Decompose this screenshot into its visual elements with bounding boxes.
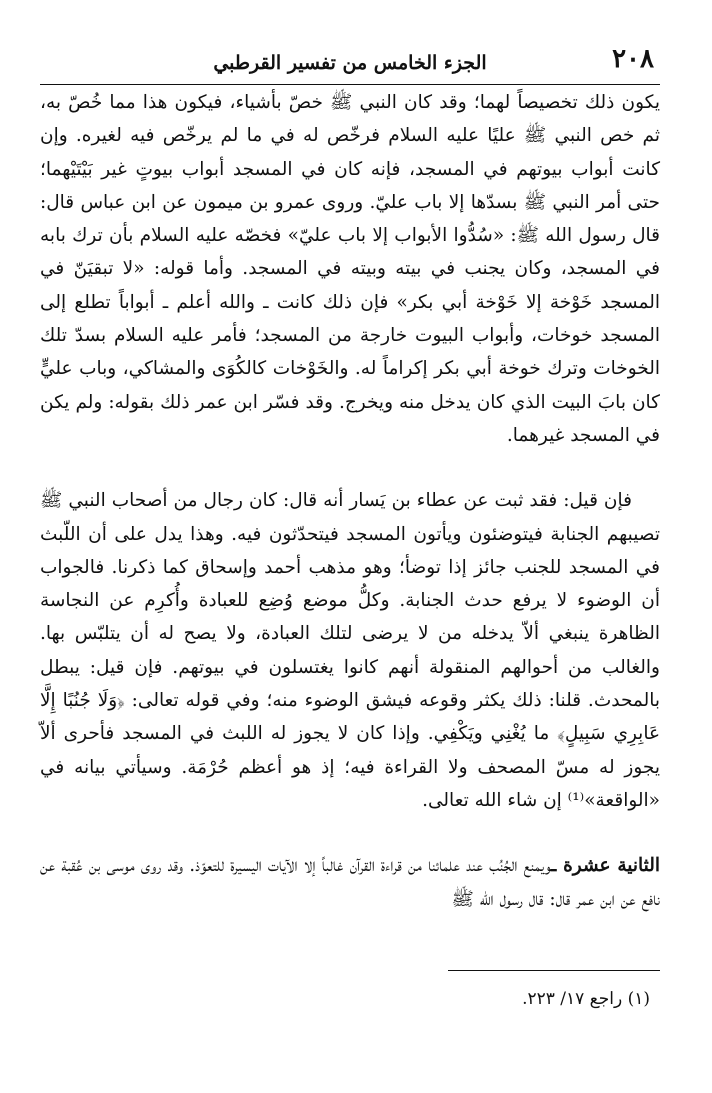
paragraph bbox=[40, 484, 660, 817]
paragraph bbox=[40, 849, 660, 916]
page-number: ٢٠٨ bbox=[612, 44, 654, 74]
paragraph-text: يكون ذلك تخصيصاً لهما؛ وقد كان النبي ﷺ خصّ بأشياء، فيكون هذا مما خُصّ به، ثم خص النبي ﷺ عليًا عليه السلام فرخّص له في ما لم يرخّص فيه لغيره. وإن كانت أبواب بيوتهم في المسجد، فإنه كان في المسجد أبواب بيوتٍ غير بَيْتَيْهما؛ حتى أمر النبي ﷺ بسدّها إلا باب عليّ. وروى عمرو بن ميمون عن ابن عباس قال: قال رسول الله ﷺ: «سُدُّوا الأبواب إلا باب عليّ» فخصّه عليه السلام بأن ترك بابه في المسجد، وكان يجنب في بيته وبيته في المسجد. وأما قوله: «لا تبقيَنّ في المسجد خَوْخة إلا خَوْخة أبي بكر» فإن ذلك كانت ـ والله أعلم ـ أبواباً تطلع إلى المسجد خوخات، وأبواب البيوت خارجة من المسجد؛ فأمر عليه السلام بسدّ تلك الخوخات وترك خوخة أبي بكر إكراماً له. والخَوْخات كالكُوَى والمشاكي، وباب عليٍّ كان بابَ البيت الذي كان يدخل منه ويخرج. وقد فسّر ابن عمر ذلك بقوله: ولم يكن في المسجد غيرهما. bbox=[40, 92, 660, 446]
footnote: (١) راجع ١٧/ ٢٢٣. bbox=[522, 989, 650, 1009]
footnote-divider bbox=[448, 970, 660, 971]
paragraph bbox=[40, 86, 660, 452]
paragraph-text: ويمنع الجُنُب عند علمائنا من قراءة القرآن غالباً إلا الآيات اليسيرة للتعوّذ. وقد روى موسى بن عُقبة عن نافع عن ابن عمر قال: قال رسول الله ﷺ bbox=[40, 855, 660, 910]
running-title: الجزء الخامس من تفسير القرطبي bbox=[213, 52, 487, 74]
body-text bbox=[40, 86, 660, 916]
paragraph-text: فإن قيل: فقد ثبت عن عطاء بن يَسار أنه قال: كان رجال من أصحاب النبي ﷺ تصيبهم الجنابة فيتوضئون ويأتون المسجد فيتحدّثون فيه. وهذا يدل على أن اللّبث في المسجد للجنب جائز إذا توضأ؛ وهو مذهب أحمد وإسحاق كما ذكرنا. فالجواب أن الوضوء لا يرفع حدث الجنابة. وكلُّ موضع وُضِع للعبادة وأُكرِم عن النجاسة الظاهرة ينبغي ألاّ يدخله من لا يرضى لتلك العبادة، ولا يصح له أن يتلبّس بها. والغالب من أحوالهم المنقولة أنهم كانوا يغتسلون في بيوتهم. فإن قيل: يبطل بالمحدث. قلنا: ذلك يكثر وقوعه فيشق الوضوء منه؛ وفي قوله تعالى: ﴿وَلَا جُنُبًا إِلَّا عَابِرِي سَبِيلٍ﴾ ما يُغْنِي ويَكْفِي. وإذا كان لا يجوز له اللبث في المسجد فأحرى ألاّ يجوز له مسّ المصحف ولا القراءة فيه؛ إذ هو أعظم حُرْمَة. وسيأتي بيانه في «الواقعة»⁽¹⁾ إن شاء الله تعالى. bbox=[40, 490, 660, 811]
section-heading: الثانية عشرة ـ bbox=[550, 855, 660, 877]
page-header bbox=[40, 40, 660, 85]
